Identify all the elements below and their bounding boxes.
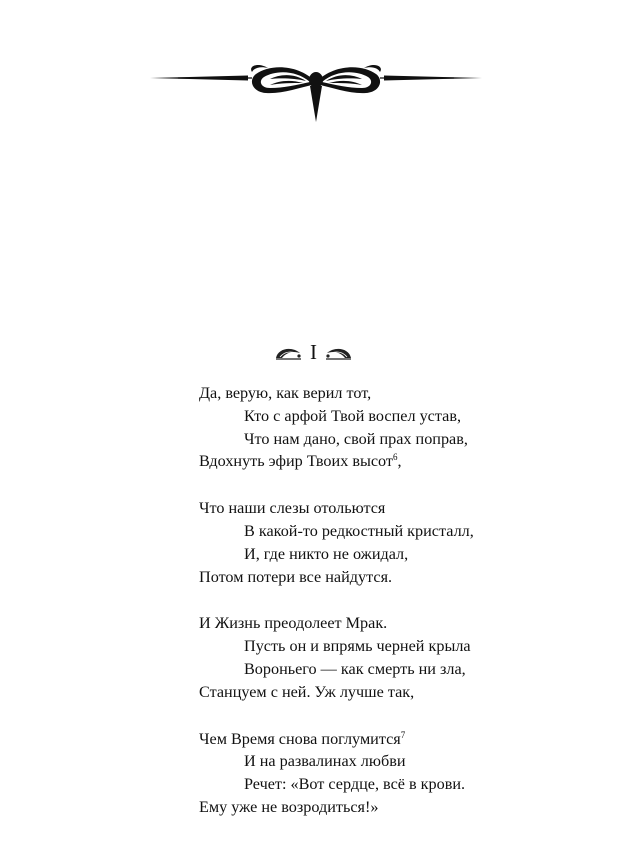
poem-line: Потом потери все найдутся. [199, 567, 393, 586]
stanza [199, 382, 599, 473]
poem-line: И, где никто не ожидал, [244, 544, 409, 563]
poem-line: Ему уже не возродиться!» [199, 797, 379, 816]
poem-line: Кто с арфой Твой воспел устав, [244, 406, 462, 425]
poem-line: Что наши слезы отольются [199, 499, 386, 518]
poem [199, 382, 599, 843]
footnote-marker[interactable]: 7 [400, 729, 406, 740]
poem-line: Пусть он и впрямь черней крыла [244, 637, 471, 656]
poem-line: Чем Время снова поглумится$^7$ [199, 729, 406, 748]
poem-line: И на развалинах любви [244, 752, 406, 771]
art-nouveau-header-ornament-icon [148, 60, 484, 124]
poem-line: Что нам дано, свой прах поправ, [244, 429, 468, 448]
stanza [199, 497, 599, 588]
poem-line: В какой-то редкостный кристалл, [244, 521, 474, 540]
leaf-fleuron-left-icon [274, 345, 302, 361]
leaf-fleuron-right-icon [325, 345, 353, 361]
poem-line: Вороньего — как смерть ни зла, [244, 659, 466, 678]
poem-line: Речет: «Вот сердце, всё в крови. [244, 775, 466, 794]
stanza [199, 612, 599, 703]
poem-line: Да, верую, как верил тот, [199, 384, 372, 402]
section-numeral: I [310, 340, 317, 364]
poem-line: Станцуем с ней. Уж лучше так, [199, 682, 415, 701]
footnote-marker[interactable]: 6 [393, 452, 398, 463]
poem-line: Вдохнуть эфир Твоих высот$^6$, [199, 452, 402, 471]
stanza [199, 728, 599, 819]
section-heading [0, 338, 627, 368]
poem-line: И Жизнь преодолеет Мрак. [199, 614, 388, 633]
